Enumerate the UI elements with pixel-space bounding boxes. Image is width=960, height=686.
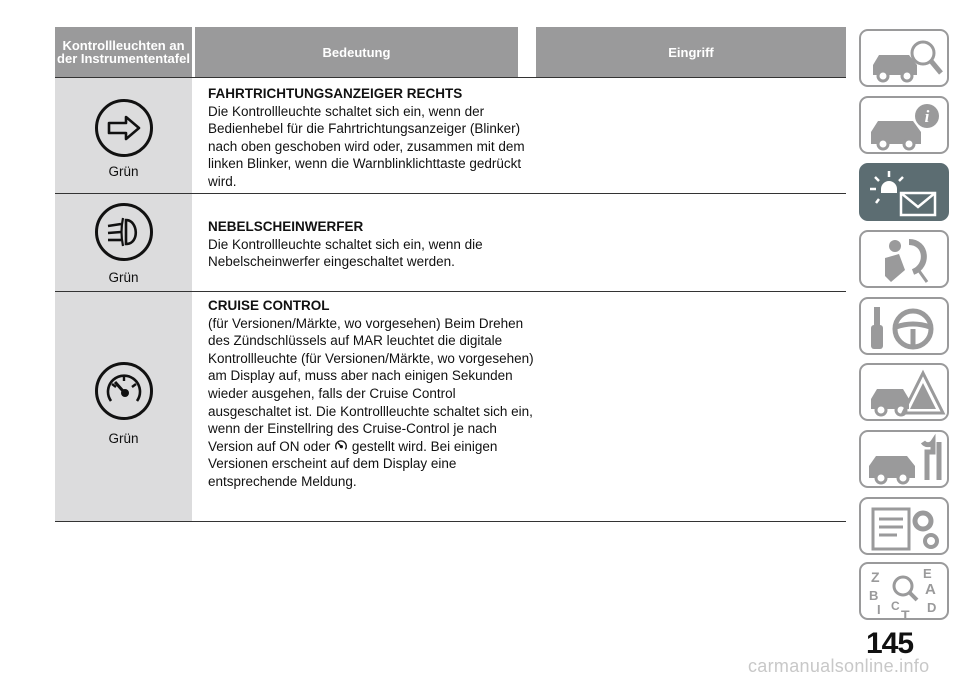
warning-light-message-icon xyxy=(861,165,949,221)
symbol-cell xyxy=(55,78,192,194)
header-col-action xyxy=(536,27,846,77)
indicator-description: (für Versionen/Märkte, wo vorgesehen) Beim Drehen des Zündschlüssels auf MAR leuchtet die digitale Kontrollleuchte (für Versionen/Märkte, wo vorgesehen) am Display auf, muss aber nach einigen Sekunden wieder ausgehen, falls der Cruise Control ausgeschaltet ist. Die Kontrollleuchte schaltet sich ein, wenn der Einstellring des Cruise-Control je nach Version auf ON oder xyxy=(208,315,534,454)
symbol-cell xyxy=(55,292,192,522)
svg-text:T: T xyxy=(901,607,910,622)
indicator-title: CRUISE CONTROL xyxy=(208,298,330,313)
meaning-cell xyxy=(208,218,538,271)
side-tab-emergency[interactable] xyxy=(859,363,949,421)
header-col-meaning-label: Bedeutung xyxy=(322,44,391,60)
side-tab-car-info[interactable] xyxy=(859,96,949,154)
turn-signal-right-icon xyxy=(95,99,153,157)
key-steering-wheel-icon xyxy=(861,299,949,355)
indicator-description-continued: gestellt wird. Bei einigen Versionen erscheint auf dem Display eine entsprechende Meldung. xyxy=(208,438,498,489)
header-col-action-label: Eingriff xyxy=(668,44,714,60)
specifications-icon xyxy=(861,499,949,555)
header-col-symbol-label: Kontrollleuchten an der Instrumententafel xyxy=(57,38,190,66)
svg-text:B: B xyxy=(869,588,879,603)
car-search-icon xyxy=(861,31,949,87)
side-tab-starting-driving[interactable] xyxy=(859,297,949,355)
side-tab-maintenance[interactable] xyxy=(859,430,949,488)
svg-text:i: i xyxy=(924,107,930,126)
table-row xyxy=(55,194,846,292)
table-row xyxy=(55,78,846,194)
header-col-meaning xyxy=(195,27,518,77)
fog-light-icon xyxy=(95,203,153,261)
indicator-title: FAHRTRICHTUNGSANZEIGER RECHTS xyxy=(208,86,463,101)
meaning-cell xyxy=(208,297,538,491)
indicator-title: NEBELSCHEINWERFER xyxy=(208,219,364,234)
svg-text:D: D xyxy=(927,600,937,615)
symbol-cell xyxy=(55,194,192,292)
indicator-color-label: Grün xyxy=(108,164,139,179)
cruise-control-inline-icon xyxy=(334,439,348,453)
indicator-description: Die Kontrollleuchte schaltet sich ein, wenn die Nebelscheinwerfer eingeschaltet werden. xyxy=(208,236,483,270)
header-col-symbol xyxy=(55,27,192,77)
cruise-control-icon xyxy=(95,362,153,420)
svg-text:E: E xyxy=(923,566,932,581)
indicator-description: Die Kontrollleuchte schaltet sich ein, wenn der Bedienhebel für die Fahrtrichtungsanzeiger (Blinker) nach oben geschoben wird oder, zusammen mit dem linken Blinker, wenn die Warnblinklichttaste gedrückt wird. xyxy=(208,103,525,189)
side-tab-technical-data[interactable] xyxy=(859,497,949,555)
row-divider xyxy=(55,521,846,522)
meaning-cell xyxy=(208,85,538,191)
car-maintenance-icon xyxy=(861,432,949,488)
page-number: 145 xyxy=(866,627,914,660)
side-tab-car-search[interactable] xyxy=(859,29,949,87)
watermark: carmanualsonline.info xyxy=(748,656,930,676)
side-tab-safety[interactable] xyxy=(859,230,949,288)
emergency-car-icon xyxy=(861,365,949,421)
svg-text:Z: Z xyxy=(871,569,880,585)
table-row xyxy=(55,292,846,522)
indicator-color-label: Grün xyxy=(108,431,139,446)
airbag-seat-icon xyxy=(861,232,949,288)
svg-text:A: A xyxy=(925,581,936,598)
side-tab-warning-lights[interactable] xyxy=(859,163,949,221)
car-info-icon xyxy=(861,98,949,154)
index-alphabet-icon xyxy=(861,564,949,620)
svg-text:C: C xyxy=(891,599,900,613)
svg-text:I: I xyxy=(877,602,881,617)
indicator-color-label: Grün xyxy=(108,270,139,285)
side-tab-index[interactable] xyxy=(859,562,949,620)
